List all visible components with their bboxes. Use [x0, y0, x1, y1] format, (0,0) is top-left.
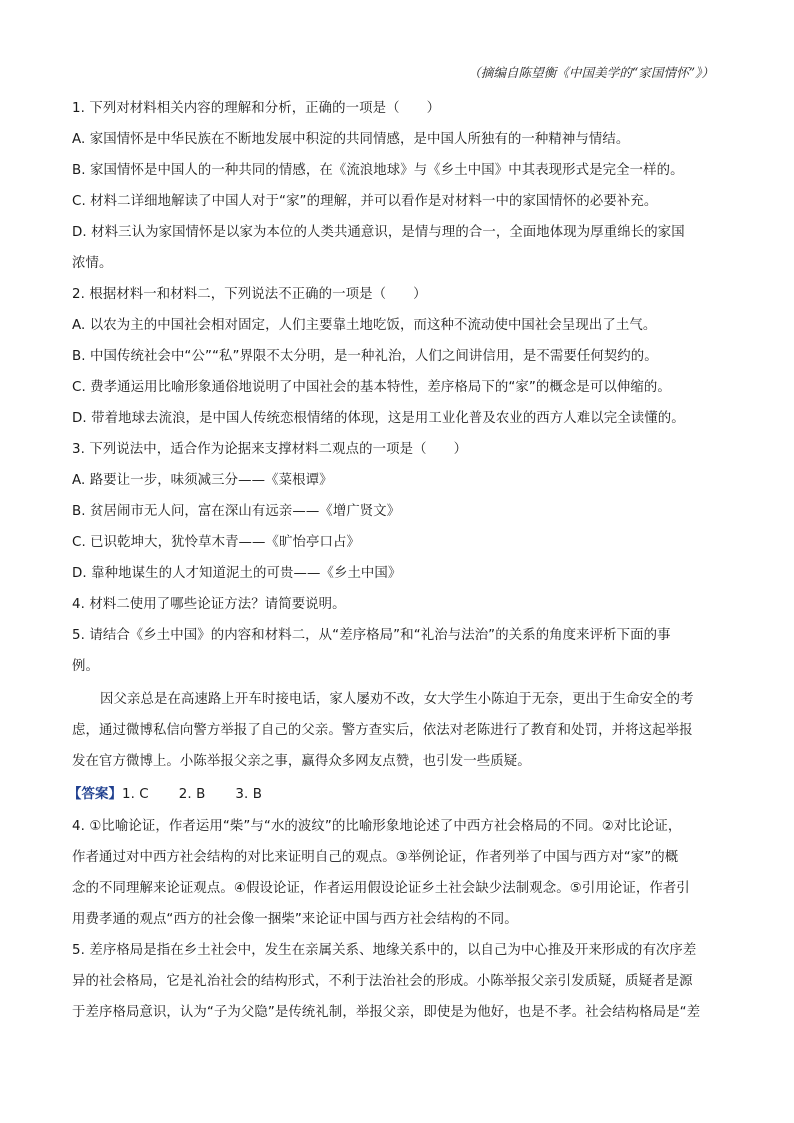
q1-option-d: D. 材料三认为家国情怀是以家为本位的人类共通意识，是情与理的合一，全面地体现为厚重绵长的家国 — [72, 225, 685, 240]
answer-tag: 【答案】 — [68, 787, 122, 802]
q4-stem: 4. 材料二使用了哪些论证方法？请简要说明。 — [72, 597, 346, 612]
q1-option-d-cont: 浓情。 — [72, 256, 113, 271]
answer-5-line: 5. 差序格局是指在乡土社会中，发生在亲属关系、地缘关系中的，以自己为中心推及开来形成的有次序差 — [72, 943, 697, 958]
q1-option-c: C. 材料二详细地解读了中国人对于“家”的理解，并可以看作是对材料一中的家国情怀的必要补充。 — [72, 194, 658, 209]
q3-option-d: D. 靠种地谋生的人才知道泥土的可贵——《乡土中国》 — [72, 566, 402, 581]
q2-option-a: A. 以农为主的中国社会相对固定，人们主要靠土地吃饭，而这种不流动使中国社会呈现出了土气。 — [72, 318, 657, 333]
q3-stem: 3. 下列说法中，适合作为论据来支撑材料二观点的一项是（ ） — [72, 442, 468, 457]
q3-option-c: C. 已识乾坤大，犹怜草木青——《旷怡亭口占》 — [72, 535, 360, 550]
q2-option-d: D. 带着地球去流浪，是中国人传统恋根情绪的体现，这是用工业化普及农业的西方人难以完全读懂的。 — [72, 411, 685, 426]
q2-option-b: B. 中国传统社会中“公”“私”界限不太分明，是一种礼治，人们之间讲信用，是不需要任何契约的。 — [72, 349, 658, 364]
q5-stem-cont: 例。 — [72, 659, 99, 674]
answer-4-line: 作者通过对中西方社会结构的对比来证明自己的观点。③举例论证，作者列举了中国与西方对“家”的概 — [72, 850, 679, 865]
q3-option-a: A. 路要让一步，味须减三分——《菜根谭》 — [72, 473, 333, 488]
q5-case-line: 因父亲总是在高速路上开车时接电话，家人屡劝不改，女大学生小陈迫于无奈，更出于生命安全的考 — [100, 692, 694, 707]
q2-stem: 2. 根据材料一和材料二，下列说法不正确的一项是（ ） — [72, 287, 427, 302]
answer-4-line: 用费孝通的观点“西方的社会像一捆柴”来论证中国与西方社会结构的不同。 — [72, 912, 518, 927]
source-note: （摘编自陈望衡《中国美学的“家国情怀”》） — [468, 65, 714, 80]
q5-case-line: 虑，通过微博私信向警方举报了自己的父亲。警方查实后，依法对老陈进行了教育和处罚，并将这起举报 — [72, 723, 693, 738]
answer-3: 3. B — [235, 787, 263, 802]
q5-stem: 5. 请结合《乡土中国》的内容和材料二，从“差序格局”和“礼治与法治”的关系的角度来评析下面的事 — [72, 628, 671, 643]
answer-5-line: 异的社会格局，它是礼治社会的结构形式，不利于法治社会的形成。小陈举报父亲引发质疑，质疑者是源 — [72, 974, 693, 989]
q2-option-c: C. 费孝通运用比喻形象通俗地说明了中国社会的基本特性，差序格局下的“家”的概念是可以伸缩的。 — [72, 380, 671, 395]
q5-case-line: 发在官方微博上。小陈举报父亲之事，赢得众多网友点赞，也引发一些质疑。 — [72, 754, 531, 769]
q3-option-b: B. 贫居闹市无人问，富在深山有远亲——《增广贤文》 — [72, 504, 401, 519]
q1-option-b: B. 家国情怀是中国人的一种共同的情感，在《流浪地球》与《乡土中国》中其表现形式是完全一样的。 — [72, 163, 684, 178]
answer-5-line: 于差序格局意识，认为“子为父隐”是传统礼制，举报父亲，即使是为他好，也是不孝。社会结构格局是“差 — [72, 1005, 701, 1020]
answer-1: 1. C — [121, 787, 149, 802]
q1-stem: 1. 下列对材料相关内容的理解和分析，正确的一项是（ ） — [72, 101, 441, 116]
answer-4-line: 4. ①比喻论证，作者运用“柴”与“水的波纹”的比喻形象地论述了中西方社会格局的不同。②对比论证， — [72, 819, 682, 834]
q1-option-a: A. 家国情怀是中华民族在不断地发展中积淀的共同情感，是中国人所独有的一种精神与情结。 — [72, 132, 630, 147]
answer-row — [68, 786, 262, 804]
answer-4-line: 念的不同理解来论证观点。④假设论证，作者运用假设论证乡土社会缺少法制观念。⑤引用论证，作者引 — [72, 881, 690, 896]
answer-2: 2. B — [178, 787, 206, 802]
